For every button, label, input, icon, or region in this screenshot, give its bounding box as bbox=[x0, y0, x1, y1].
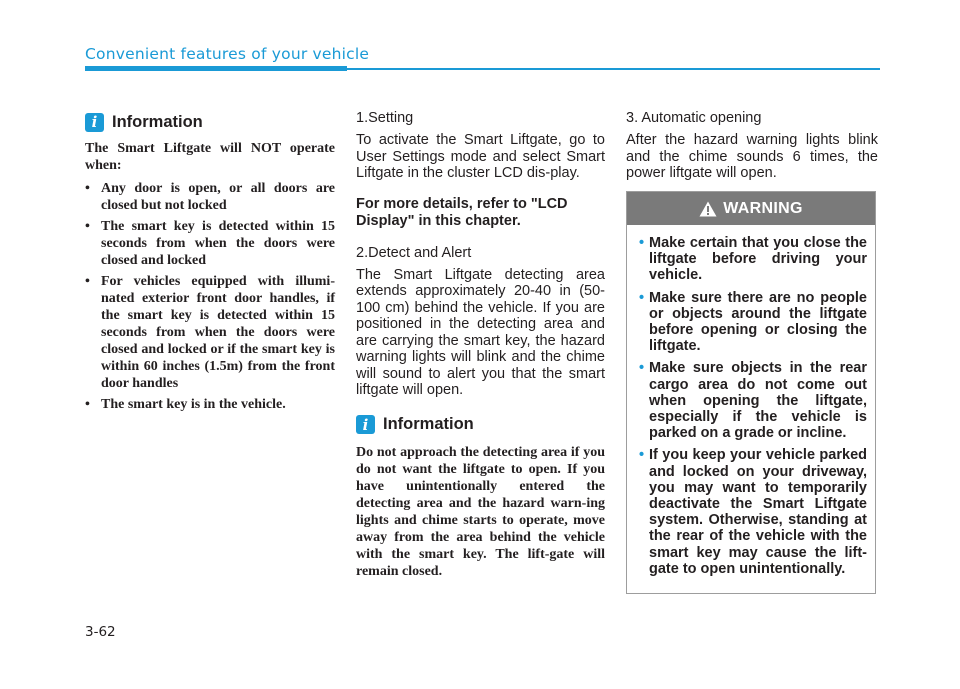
list-item: • Any door is open, or all doors are closed but not locked bbox=[85, 180, 335, 214]
info-bullet-list bbox=[85, 180, 335, 413]
list-item: • Make sure objects in the rear cargo area do not come out when opening the liftgate, especially if the vehicle is parked on a grade or incline. bbox=[639, 360, 867, 441]
detect-title: 2.Detect and Alert bbox=[356, 244, 472, 261]
section-header-title: Convenient features of your vehicle bbox=[85, 45, 370, 63]
warning-triangle-icon bbox=[699, 201, 717, 217]
header-rule-thick bbox=[85, 66, 347, 71]
detect-body: The Smart Liftgate detecting area extends approximately 20-40 in (50-100 cm) behind the vehicle. If you are positioned in the detecting area and are carrying the smart key, the hazard warning lights will blink and the chime will sound to alert you that the smart liftgate will open. bbox=[356, 266, 605, 398]
list-item: • Make sure there are no people or objects around the liftgate before opening or closing the liftgate. bbox=[639, 290, 867, 355]
auto-open-body: After the hazard warning lights blink and the chime sounds 6 times, the power liftgate will open. bbox=[626, 132, 878, 181]
info-title: Information bbox=[112, 112, 203, 131]
setting-title: 1.Setting bbox=[356, 110, 414, 126]
info-title: Information bbox=[383, 415, 474, 433]
info-icon: i bbox=[85, 113, 104, 132]
list-item: • If you keep your vehicle parked and locked on your driveway, you may want to temporarily deactivate the Smart Liftgate system. Otherwise, standing at the rear of the vehicle with the smart key may cause the lift-gate to open unintentionally. bbox=[639, 447, 867, 577]
info-heading bbox=[356, 413, 605, 437]
info-icon: i bbox=[356, 415, 375, 434]
header-rule-thin bbox=[347, 68, 880, 70]
list-item: • The smart key is in the vehicle. bbox=[85, 396, 335, 413]
info-intro: The Smart Liftgate will NOT operate when: bbox=[85, 141, 335, 173]
warning-label: WARNING bbox=[723, 199, 803, 217]
page-number: 3-62 bbox=[85, 624, 116, 640]
list-item: • For vehicles equipped with illumi-nated exterior front door handles, if the smart key is detected within 15 seconds from when the doors were closed and locked or if the smart key is within 60 inches (1.5m) from the front door handles bbox=[85, 273, 335, 392]
warning-list bbox=[639, 235, 867, 577]
info-heading bbox=[85, 110, 335, 134]
list-item: • Make certain that you close the liftgate before driving your vehicle. bbox=[639, 235, 867, 284]
setting-body: To activate the Smart Liftgate, go to User Settings mode and select Smart Liftgate in the cluster LCD dis-play. bbox=[356, 132, 605, 181]
setting-reference: For more details, refer to "LCD Display" in this chapter. bbox=[356, 195, 568, 229]
left-column bbox=[85, 110, 335, 417]
warning-box bbox=[626, 191, 876, 594]
middle-column bbox=[356, 110, 605, 580]
info-body: Do not approach the detecting area if you do not want the liftgate to open. If you have unintentionally entered the detecting area and the hazard warn-ing lights and chime starts to operate, move away from the area behind the vehicle with the smart key. The lift-gate will remain closed. bbox=[356, 444, 605, 579]
auto-open-title: 3. Automatic opening bbox=[626, 110, 762, 126]
right-column bbox=[626, 110, 878, 182]
list-item: • The smart key is detected within 15 seconds from when the doors were closed and locked bbox=[85, 218, 335, 269]
warning-header bbox=[627, 192, 875, 225]
